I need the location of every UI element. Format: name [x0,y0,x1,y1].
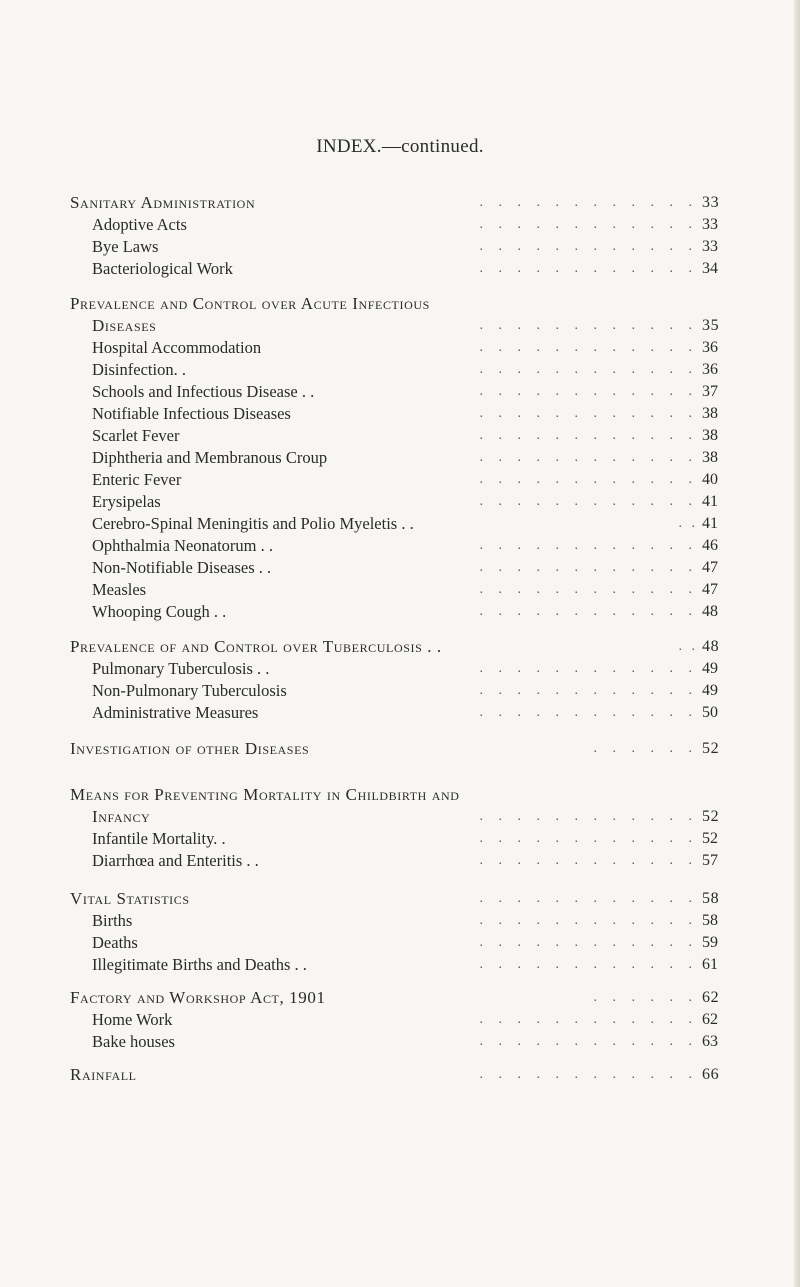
page-number: 48 [702,638,720,655]
leader-dots: . . . . . . . . . . . . [479,809,698,824]
entry-label: Deaths [92,933,138,952]
page-number: 50 [702,704,718,721]
index-entry[interactable] [70,680,738,702]
entry-label: Measles [92,580,147,599]
leader-dots: . . . . . . . . . . . . [479,853,698,868]
page-number: 37 [702,383,718,400]
page-number: 38 [702,405,718,422]
entry-label: Infantile Mortality. . [92,829,226,848]
entry-label: Whooping Cough . . [92,602,227,621]
leader-dots: . . . . . . . . . . . . [479,1034,698,1049]
index-section-tuberculosis [70,636,738,724]
entry-label: Births [92,911,133,930]
leader-dots: . . . . . . . . . . . . [479,384,698,399]
page-number: 41 [702,493,718,510]
index-entry[interactable] [70,236,738,258]
index-entry[interactable] [70,535,738,557]
entry-label: Administrative Measures [92,703,259,722]
leader-dots: . . . . . . . . . . . . [479,261,698,276]
index-entry[interactable] [70,337,738,359]
index-section-sanitary [70,192,738,280]
entry-label: Illegitimate Births and Deaths . . [92,955,307,974]
entry-label: Bye Laws [92,237,159,256]
leader-dots: . . . . . . . . . . . . [479,450,698,465]
page-number: 58 [702,912,718,929]
index-section-factory [70,987,738,1053]
leader-dots: . . . . . . . . . . . . [479,217,698,232]
index-entry[interactable] [70,1031,738,1053]
leader-dots: . . . . . . . . . . . . [479,239,698,254]
index-entry[interactable] [70,258,738,280]
index-heading-continued[interactable] [70,806,738,828]
index-heading[interactable] [70,1064,738,1086]
index-heading[interactable] [70,987,738,1009]
leader-dots: . . . . . . . . . . . . [479,494,698,509]
leader-dots: . . . . . . . . . . . . [479,831,698,846]
page-number: 33 [702,238,718,255]
index-heading[interactable] [70,636,738,658]
heading-label: Diseases [92,316,157,335]
index-heading[interactable] [70,738,738,760]
entry-label: Diarrhœa and Enteritis . . [92,851,259,870]
index-heading[interactable] [70,784,738,806]
index-entry[interactable] [70,702,738,724]
index-entry[interactable] [70,403,738,425]
index-section-vital-statistics [70,888,738,976]
leader-dots: . . . . . . . . . . . . [479,1067,698,1082]
page-number: 52 [702,740,720,757]
index-entry[interactable] [70,1009,738,1031]
leader-dots: . . . . . . . . . . . . [479,604,698,619]
leader-dots: . . . . . . . . . . . . [479,705,698,720]
page-number: 35 [702,317,720,334]
page-number: 59 [702,934,718,951]
entry-label: Scarlet Fever [92,426,180,445]
index-entry[interactable] [70,828,738,850]
index-entry[interactable] [70,557,738,579]
page-number: 62 [702,989,720,1006]
heading-label: Factory and Workshop Act, 1901 [70,988,326,1007]
index-entry[interactable] [70,491,738,513]
index-entry[interactable] [70,601,738,623]
entry-label: Adoptive Acts [92,215,187,234]
index-entry[interactable] [70,850,738,872]
page-edge-shadow [794,0,800,1287]
entry-label: Erysipelas [92,492,161,511]
entry-label: Bake houses [92,1032,175,1051]
page-number: 41 [702,515,718,532]
entry-label: Diphtheria and Membranous Croup [92,448,328,467]
index-entry[interactable] [70,469,738,491]
leader-dots: . . . . . . . . . . . . [479,362,698,377]
page-number: 40 [702,471,718,488]
entry-label: Schools and Infectious Disease . . [92,382,315,401]
page-number: 49 [702,660,718,677]
heading-label: Means for Preventing Mortality in Childbirth and [70,785,460,804]
leader-dots: . . . . . . . . . . . . [479,957,698,972]
page-number: 38 [702,449,718,466]
entry-label: Enteric Fever [92,470,182,489]
entry-label: Pulmonary Tuberculosis . . [92,659,270,678]
index-heading-continued[interactable] [70,315,738,337]
leader-dots: . . . . . . [593,990,698,1005]
index-entry[interactable] [70,513,738,535]
leader-dots: . . . . . . [593,741,698,756]
index-section-infectious [70,293,738,623]
index-entry[interactable] [70,932,738,954]
index-entry[interactable] [70,381,738,403]
index-entry[interactable] [70,359,738,381]
index-heading[interactable] [70,888,738,910]
page-number: 46 [702,537,718,554]
index-entry[interactable] [70,658,738,680]
page-number: 33 [702,216,718,233]
entry-label: Non-Pulmonary Tuberculosis [92,681,287,700]
page-number: 57 [702,852,718,869]
page-number: 52 [702,830,718,847]
heading-label: Infancy [92,807,151,826]
page-title: INDEX.—continued. [316,136,484,157]
leader-dots: . . . . . . . . . . . . [479,661,698,676]
leader-dots: . . . . . . . . . . . . [479,406,698,421]
heading-label: Sanitary Administration [70,193,256,212]
leader-dots: . . . . . . . . . . . . [479,891,698,906]
page-number: 47 [702,581,718,598]
entry-label: Home Work [92,1010,173,1029]
entry-label: Hospital Accommodation [92,338,262,357]
heading-label: Investigation of other Diseases [70,739,310,758]
heading-label: Rainfall [70,1065,137,1084]
leader-dots: . . . . . . . . . . . . [479,582,698,597]
page-number: 66 [702,1066,720,1083]
leader-dots: . . [678,516,698,531]
entry-label: Bacteriological Work [92,259,233,278]
entry-label: Disinfection. . [92,360,186,379]
leader-dots: . . . . . . . . . . . . [479,428,698,443]
entry-label: Notifiable Infectious Diseases [92,404,291,423]
leader-dots: . . . . . . . . . . . . [479,538,698,553]
page-number: 52 [702,808,720,825]
page-number: 63 [702,1033,718,1050]
entry-label: Cerebro-Spinal Meningitis and Polio Myeletis . . [92,514,414,533]
entry-label: Non-Notifiable Diseases . . [92,558,272,577]
heading-label: Prevalence and Control over Acute Infectious [70,294,430,313]
index-entry[interactable] [70,579,738,601]
index-entry[interactable] [70,954,738,976]
leader-dots: . . . . . . . . . . . . [479,560,698,575]
leader-dots: . . . . . . . . . . . . [479,935,698,950]
index-section-childbirth [70,784,738,872]
leader-dots: . . . . . . . . . . . . [479,340,698,355]
leader-dots: . . . . . . . . . . . . [479,195,698,210]
page-number: 34 [702,260,718,277]
page-number: 62 [702,1011,718,1028]
index-entry[interactable] [70,214,738,236]
page-number: 61 [702,956,718,973]
index-entry[interactable] [70,910,738,932]
leader-dots: . . . . . . . . . . . . [479,472,698,487]
page-number: 48 [702,603,718,620]
index-section-investigation [70,738,738,760]
page-number: 33 [702,194,720,211]
page-number: 36 [702,339,718,356]
page-number: 36 [702,361,718,378]
page-number: 58 [702,890,720,907]
leader-dots: . . [678,639,698,654]
entry-label: Ophthalmia Neonatorum . . [92,536,274,555]
leader-dots: . . . . . . . . . . . . [479,683,698,698]
page-number: 38 [702,427,718,444]
leader-dots: . . . . . . . . . . . . [479,318,698,333]
leader-dots: . . . . . . . . . . . . [479,913,698,928]
heading-label: Prevalence of and Control over Tuberculosis . . [70,637,442,656]
index-section-rainfall [70,1064,738,1086]
page-number: 49 [702,682,718,699]
heading-label: Vital Statistics [70,889,190,908]
index-entry[interactable] [70,447,738,469]
page-number: 47 [702,559,718,576]
index-entry[interactable] [70,425,738,447]
index-heading[interactable] [70,293,738,315]
leader-dots: . . . . . . . . . . . . [479,1012,698,1027]
index-heading[interactable] [70,192,738,214]
